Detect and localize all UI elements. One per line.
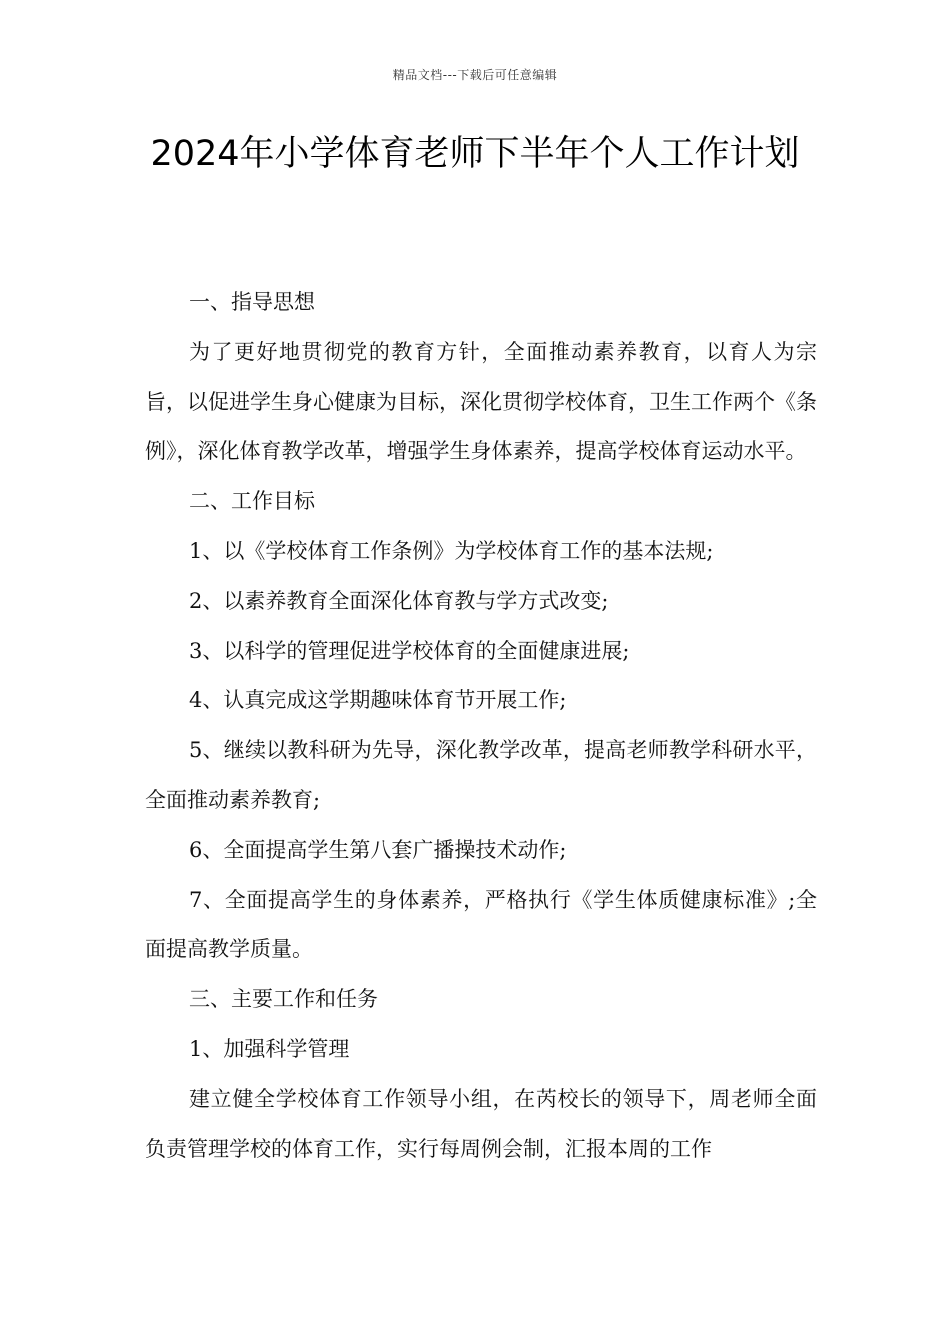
goal-item-1: 1、以《学校体育工作条例》为学校体育工作的基本法规; [189, 538, 714, 563]
goal-item-4: 4、认真完成这学期趣味体育节开展工作; [189, 688, 567, 713]
subsection-heading-management: 1、加强科学管理 [189, 1036, 350, 1061]
goal-item-2: 2、以素养教育全面深化体育教与学方式改变; [189, 588, 609, 613]
paragraph-guiding-ideology: 为了更好地贯彻党的教育方针，全面推动素养教育，以育人为宗旨，以促进学生身心健康为目标，深化贯彻学校体育，卫生工作两个《条例》，深化体育教学改革，增强学生身体素养，提高学校体育运动水平。 [145, 339, 817, 464]
page-header: 精品文档---下载后可任意编辑 [392, 68, 558, 82]
section-heading-guiding-ideology: 一、指导思想 [189, 290, 315, 314]
goal-item-6: 6、全面提高学生第八套广播操技术动作; [189, 837, 567, 862]
section-heading-main-tasks: 三、主要工作和任务 [189, 987, 378, 1012]
section-heading-work-goals: 二、工作目标 [189, 489, 315, 514]
document-body [145, 278, 817, 1174]
goal-item-7: 7、全面提高学生的身体素养，严格执行《学生体质健康标准》;全面提高教学质量。 [145, 887, 817, 962]
goal-item-5: 5、继续以教科研为先导，深化教学改革，提高老师教学科研水平，全面推动素养教育; [145, 738, 817, 812]
paragraph-management: 建立健全学校体育工作领导小组，在芮校长的领导下，周老师全面负责管理学校的体育工作，实行每周例会制，汇报本周的工作 [145, 1086, 817, 1161]
document-title: 2024年小学体育老师下半年个人工作计划 [150, 134, 800, 174]
goal-item-3: 3、以科学的管理促进学校体育的全面健康进展; [189, 638, 630, 663]
